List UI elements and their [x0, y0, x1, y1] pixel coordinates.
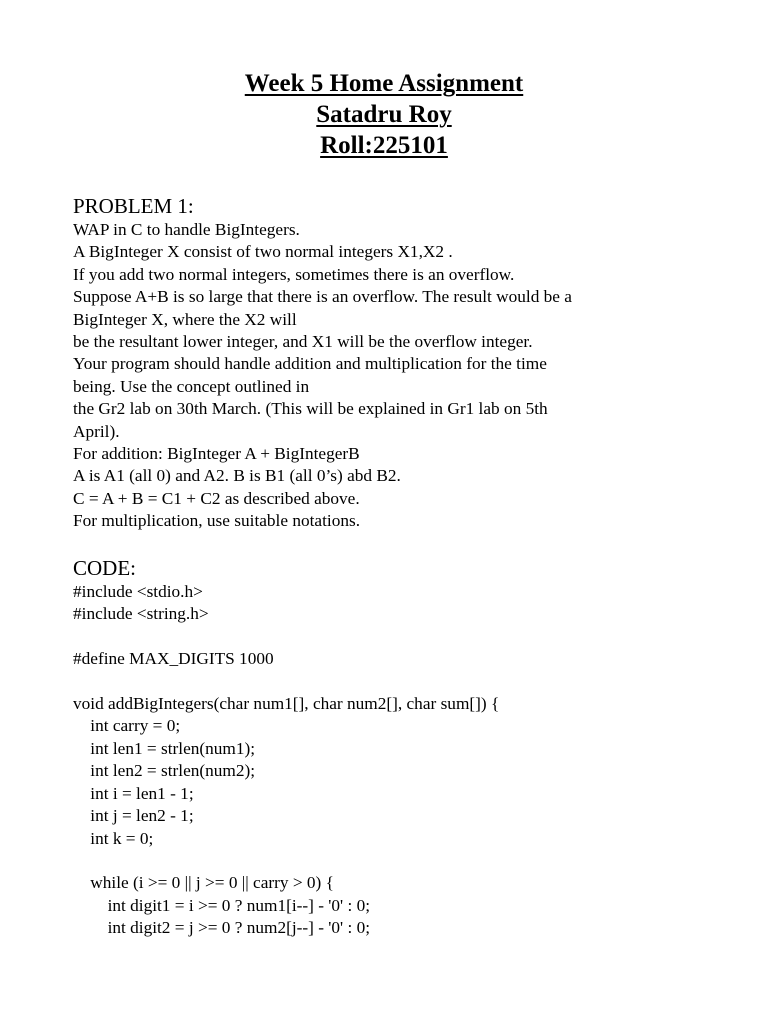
problem-line: C = A + B = C1 + C2 as described above.	[73, 488, 360, 508]
code-line: int digit1 = i >= 0 ? num1[i--] - '0' : 0;	[73, 895, 371, 915]
problem-heading: PROBLEM 1:	[73, 194, 194, 218]
problem-line: Your program should handle addition and multiplication for the time	[73, 354, 547, 374]
problem-line: For multiplication, use suitable notations.	[73, 511, 361, 531]
spacer	[73, 533, 723, 555]
problem-line: BigInteger X, where the X2 will	[73, 309, 297, 329]
code-line: #define MAX_DIGITS 1000	[73, 649, 274, 669]
code-heading: CODE:	[73, 556, 136, 581]
code-line: int digit2 = j >= 0 ? num2[j--] - '0' : 0;	[73, 918, 371, 938]
problem-line: For addition: BigInteger A + BigIntegerB	[73, 444, 360, 464]
assignment-title: Week 5 Home Assignment	[244, 70, 524, 97]
code-line: int carry = 0;	[73, 716, 181, 736]
problem-line: If you add two normal integers, sometimes there is an overflow.	[73, 264, 515, 284]
code-blank-line	[73, 850, 723, 872]
problem-line: be the resultant lower integer, and X1 will be the overflow integer.	[73, 332, 533, 352]
problem-line: being. Use the concept outlined in	[73, 376, 310, 396]
document-body	[73, 193, 723, 940]
author-name: Satadru Roy	[316, 101, 452, 128]
roll-number: Roll:225101	[320, 132, 448, 159]
code-line: int j = len2 - 1;	[73, 806, 194, 826]
problem-line: A is A1 (all 0) and A2. B is B1 (all 0’s) abd B2.	[73, 466, 401, 486]
code-listing	[73, 581, 723, 939]
problem-line: A BigInteger X consist of two normal integers X1,X2 .	[73, 242, 453, 262]
code-blank-line	[73, 671, 723, 693]
code-line: #include <stdio.h>	[73, 582, 203, 602]
code-line: while (i >= 0 || j >= 0 || carry > 0) {	[73, 873, 334, 893]
problem-line: WAP in C to handle BigIntegers.	[73, 220, 300, 239]
problem-statement	[73, 219, 723, 533]
code-line: #include <string.h>	[73, 604, 209, 624]
code-line: int len2 = strlen(num2);	[73, 761, 256, 781]
code-line: int k = 0;	[73, 828, 154, 848]
problem-line: the Gr2 lab on 30th March. (This will be explained in Gr1 lab on 5th	[73, 399, 548, 419]
code-line: int i = len1 - 1;	[73, 783, 194, 803]
code-line: int len1 = strlen(num1);	[73, 738, 256, 758]
problem-line: April).	[73, 421, 120, 441]
problem-line: Suppose A+B is so large that there is an overflow. The result would be a	[73, 287, 572, 307]
document-title	[0, 68, 768, 161]
code-line: void addBigIntegers(char num1[], char num2[], char sum[]) {	[73, 694, 500, 714]
code-blank-line	[73, 626, 723, 648]
